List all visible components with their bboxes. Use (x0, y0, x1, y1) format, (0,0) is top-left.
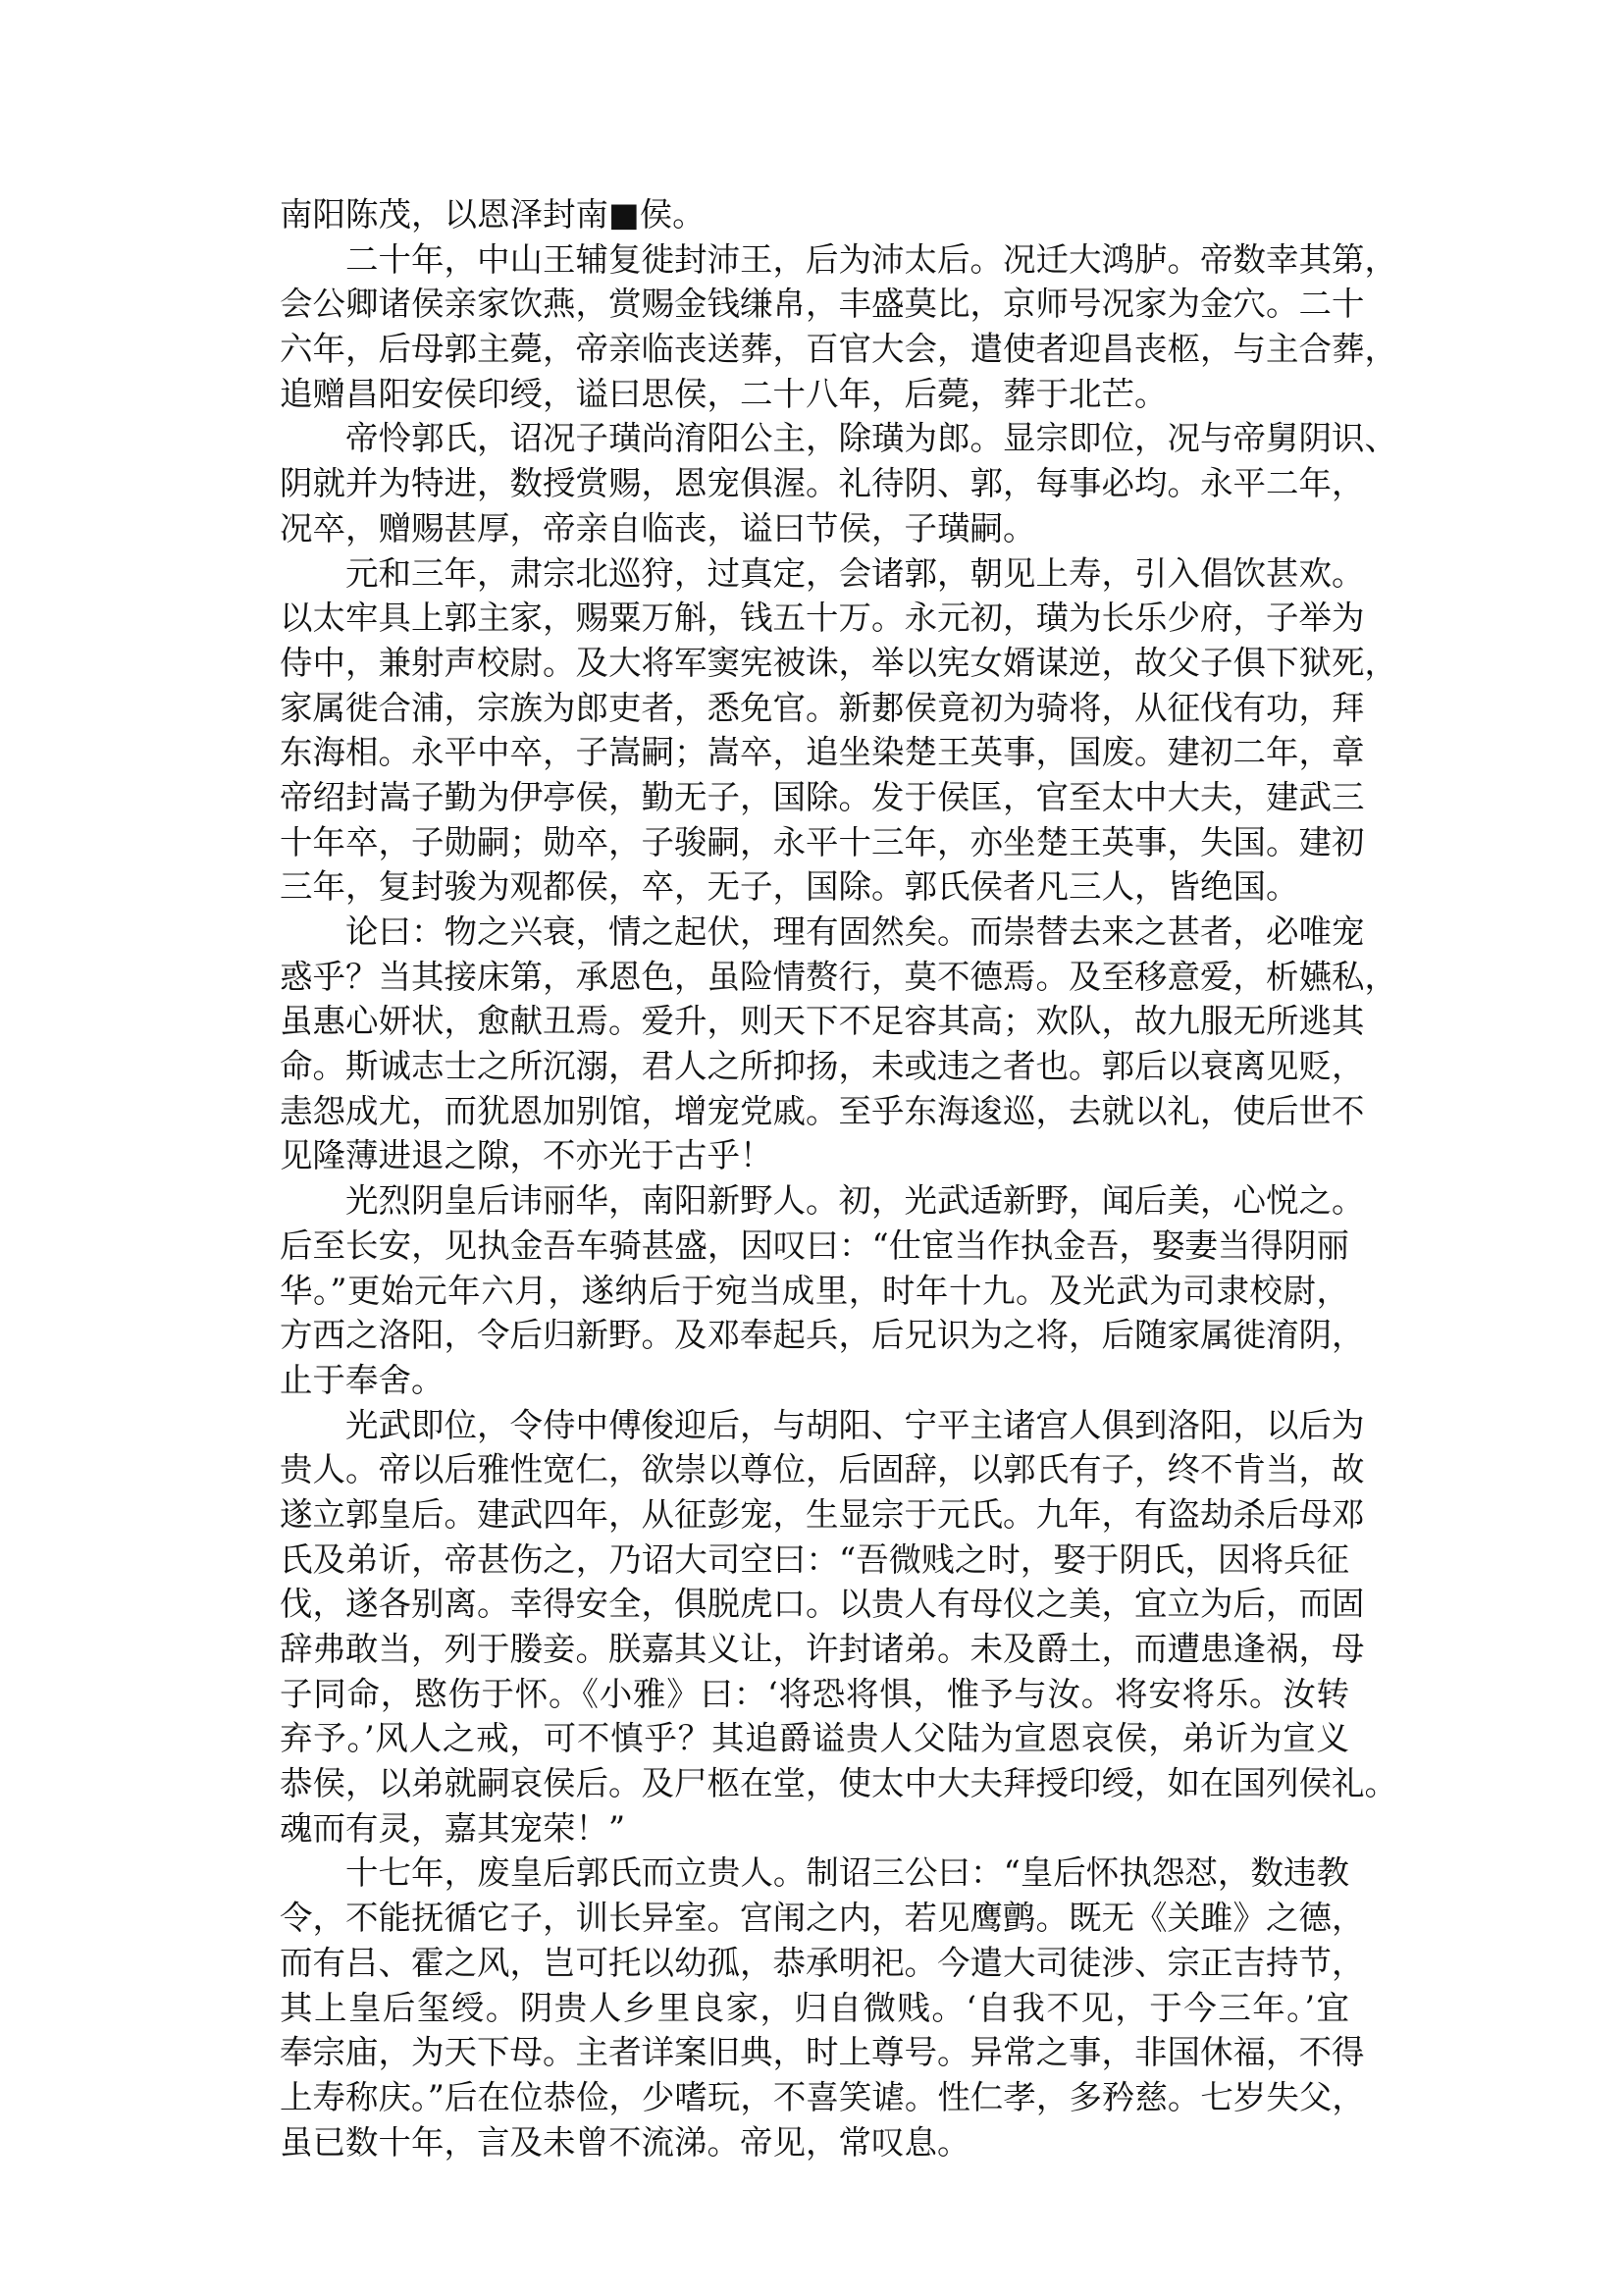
text-line: 弃予。’风人之戒，可不慎乎？其追爵谥贵人父陆为宣恩哀侯，弟䜣为宣义 (280, 1719, 1349, 1758)
text-line: 方西之洛阳，令后归新野。及邓奉起兵，后兄识为之将，后随家属徙淯阴， (280, 1316, 1365, 1355)
text-line: 会公卿诸侯亲家饮燕，赏赐金钱缣帛，丰盛莫比，京师号况家为金穴。二十 (280, 285, 1365, 324)
text-line: 家属徙合浦，宗族为郎吏者，悉免官。新郪侯竟初为骑将，从征伐有功，拜 (280, 688, 1365, 727)
text-line: 命。斯诚志士之所沉溺，君人之所抑扬，未或违之者也。郭后以衰离见贬， (280, 1047, 1365, 1086)
text-line: 帝绍封嵩子勤为伊亭侯，勤无子，国除。发于侯匡，官至太中大夫，建武三 (280, 777, 1365, 816)
text-line: 华。”更始元年六月，遂纳后于宛当成里，时年十九。及光武为司隶校尉， (280, 1271, 1349, 1310)
text-line: 其上皇后玺绶。阴贵人乡里良家，归自微贱。‘自我不见，于今三年。’宜 (280, 1988, 1349, 2027)
text-line: 追赠昌阳安侯印绶，谥曰思侯，二十八年，后薨，葬于北芒。 (280, 374, 1168, 413)
text-line: 阴就并为特进，数授赏赐，恩宠俱渥。礼待阴、郭，每事必均。永平二年， (280, 464, 1365, 503)
text-line: 二十年，中山王辅复徙封沛王，后为沛太后。况迁大鸿胪。帝数幸其第， (345, 239, 1397, 279)
text-line: 恭侯，以弟就嗣哀侯后。及尸柩在堂，使太中大夫拜授印绶，如在国列侯礼。 (280, 1764, 1397, 1803)
text-line: 东海相。永平中卒，子嵩嗣；嵩卒，追坐染楚王英事，国废。建初二年，章 (280, 733, 1365, 772)
text-line: 虽惠心妍状，愈献丑焉。爱升，则天下不足容其高；欢队，故九服无所逃其 (280, 1002, 1365, 1041)
text-line: 惑乎？当其接床第，承恩色，虽险情赘行，莫不德焉。及至移意爱，析嬿私， (280, 957, 1397, 996)
text-line: 十年卒，子勋嗣；勋卒，子骏嗣，永平十三年，亦坐楚王英事，失国。建初 (280, 822, 1365, 861)
text-line: 帝怜郭氏，诏况子璜尚淯阳公主，除璜为郎。显宗即位，况与帝舅阴识、 (345, 419, 1397, 458)
text-line: 南阳陈茂，以恩泽封南■侯。 (280, 195, 706, 234)
text-line: 而有吕、霍之风，岂可托以幼孤，恭承明祀。今遣大司徒涉、宗正吉持节， (280, 1943, 1365, 1982)
text-line: 六年，后母郭主薨，帝亲临丧送葬，百官大会，遣使者迎昌丧柩，与主合葬， (280, 330, 1397, 369)
text-line: 令，不能抚循它子，训长异室。宫闱之内，若见鹰鹯。既无《关雎》之德， (280, 1899, 1365, 1938)
text-line: 奉宗庙，为天下母。主者详案旧典，时上尊号。异常之事，非国休福，不得 (280, 2033, 1365, 2072)
text-line: 论曰：物之兴衰，情之起伏，理有固然矣。而崇替去来之甚者，必唯宠 (345, 912, 1365, 951)
text-line: 氏及弟䜣，帝甚伤之，乃诏大司空曰：“吾微贱之时，娶于阴氏，因将兵征 (280, 1539, 1349, 1579)
text-line: 况卒，赠赐甚厚，帝亲自临丧，谥曰节侯，子璜嗣。 (280, 508, 1036, 547)
text-line: 虽已数十年，言及未曾不流涕。帝见，常叹息。 (280, 2122, 970, 2162)
text-line: 贵人。帝以后雅性宽仁，欲崇以尊位，后固辞，以郭氏有子，终不肯当，故 (280, 1450, 1365, 1489)
text-line: 魂而有灵，嘉其宠荣！” (280, 1808, 626, 1848)
text-line: 元和三年，肃宗北巡狩，过真定，会诸郭，朝见上寿，引入倡饮甚欢。 (345, 553, 1365, 593)
text-line: 光武即位，令侍中傅俊迎后，与胡阳、宁平主诸宫人俱到洛阳，以后为 (345, 1405, 1365, 1444)
text-line: 上寿称庆。”后在位恭俭，少嗜玩，不喜笑谑。性仁孝，多矜慈。七岁失父， (280, 2077, 1365, 2116)
text-line: 见隆薄进退之隙，不亦光于古乎！ (280, 1136, 773, 1175)
text-line: 辞弗敢当，列于媵妾。朕嘉其义让，许封诸弟。未及爵土，而遭患逢祸，母 (280, 1630, 1365, 1668)
text-line: 光烈阴皇后讳丽华，南阳新野人。初，光武适新野，闻后美，心悦之。 (345, 1181, 1365, 1221)
text-line: 以太牢具上郭主家，赐粟万斛，钱五十万。永元初，璜为长乐少府，子举为 (280, 599, 1365, 638)
text-line: 三年，复封骏为观都侯，卒，无子，国除。郭氏侯者凡三人，皆绝国。 (280, 867, 1299, 907)
body-text (280, 192, 1397, 2164)
text-line: 后至长安，见执金吾车骑甚盛，因叹曰：“仕宦当作执金吾，娶妻当得阴丽 (280, 1225, 1349, 1265)
text-line: 遂立郭皇后。建武四年，从征彭宠，生显宗于元氏。九年，有盗劫杀后母邓 (280, 1494, 1365, 1534)
text-line: 子同命，愍伤于怀。《小雅》曰：‘将恐将惧，惟予与汝。将安将乐。汝转 (280, 1674, 1349, 1713)
text-line: 侍中，兼射声校尉。及大将军窦宪被诛，举以宪女婿谋逆，故父子俱下狱死， (280, 643, 1397, 682)
text-line: 恚怨成尤，而犹恩加别馆，增宠党戚。至乎东海逡巡，去就以礼，使后世不 (280, 1091, 1365, 1130)
text-line: 止于奉舍。 (280, 1360, 445, 1399)
text-line: 十七年，废皇后郭氏而立贵人。制诏三公曰：“皇后怀执怨怼，数违教 (345, 1853, 1349, 1893)
text-line: 伐，遂各别离。幸得安全，俱脱虎口。以贵人有母仪之美，宜立为后，而固 (280, 1585, 1365, 1624)
